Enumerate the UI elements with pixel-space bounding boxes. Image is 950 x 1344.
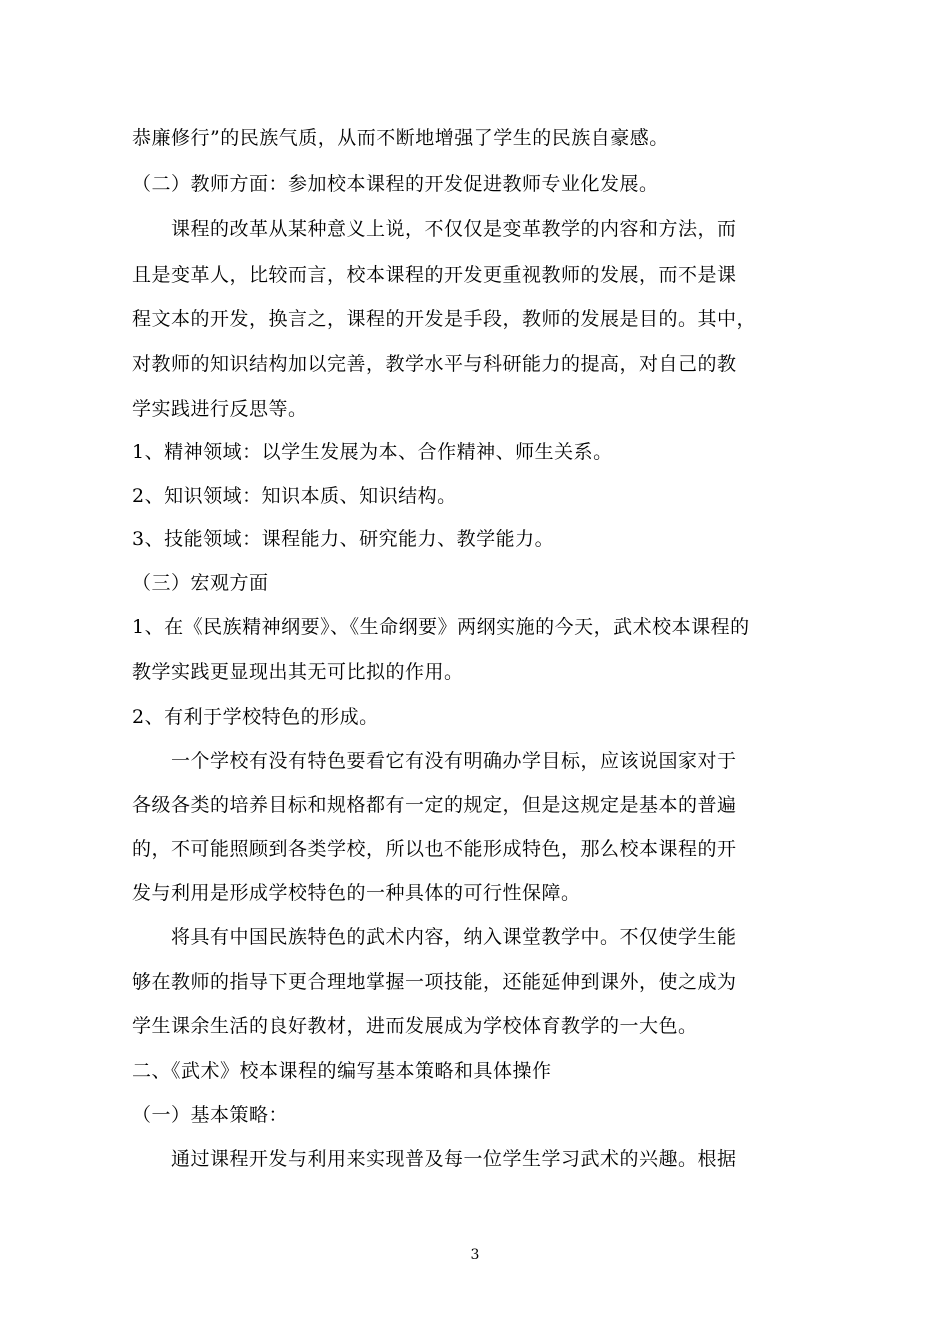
section-heading: （三）宏观方面 — [132, 572, 269, 594]
list-item: 2、有利于学校特色的形成。 — [132, 706, 379, 728]
page-number: 3 — [470, 1247, 480, 1263]
text-line: 发与利用是形成学校特色的一种具体的可行性保障。 — [132, 882, 581, 904]
text-line: 学实践进行反思等。 — [132, 398, 308, 420]
text-line: 对教师的知识结构加以完善，教学水平与科研能力的提高，对自己的教 — [132, 353, 737, 375]
list-item: 3、技能领域：课程能力、研究能力、教学能力。 — [132, 528, 555, 550]
text-line: 一个学校有没有特色要看它有没有明确办学目标，应该说国家对于 — [171, 750, 737, 772]
list-item: 1、精神领域：以学生发展为本、合作精神、师生关系。 — [132, 441, 613, 463]
section-heading: 二、《武术》校本课程的编写基本策略和具体操作 — [132, 1060, 552, 1082]
text-line: 且是变革人，比较而言，校本课程的开发更重视教师的发展，而不是课 — [132, 264, 737, 286]
section-heading: （二）教师方面：参加校本课程的开发促进教师专业化发展。 — [132, 173, 659, 195]
text-line: 的，不可能照顾到各类学校，所以也不能形成特色，那么校本课程的开 — [132, 838, 737, 860]
text-line: 学生课余生活的良好教材，进而发展成为学校体育教学的一大色。 — [132, 1015, 698, 1037]
text-line: 恭廉修行”的民族气质，从而不断地增强了学生的民族自豪感。 — [132, 127, 669, 149]
text-line: 将具有中国民族特色的武术内容，纳入课堂教学中。不仅使学生能 — [171, 926, 737, 948]
list-item: 2、知识领域：知识本质、知识结构。 — [132, 485, 457, 507]
text-line: 教学实践更显现出其无可比拟的作用。 — [132, 661, 464, 683]
text-line: 程文本的开发，换言之，课程的开发是手段，教师的发展是目的。其中， — [132, 308, 757, 330]
text-line: 够在教师的指导下更合理地掌握一项技能，还能延伸到课外，使之成为 — [132, 971, 737, 993]
text-line: 各级各类的培养目标和规格都有一定的规定，但是这规定是基本的普遍 — [132, 794, 737, 816]
text-line: 课程的改革从某种意义上说，不仅仅是变革教学的内容和方法，而 — [171, 218, 737, 240]
list-item: 1、在《民族精神纲要》、《生命纲要》两纲实施的今天，武术校本课程的 — [132, 616, 750, 638]
text-line: 通过课程开发与利用来实现普及每一位学生学习武术的兴趣。根据 — [171, 1148, 737, 1170]
section-heading: （一）基本策略： — [132, 1104, 289, 1126]
